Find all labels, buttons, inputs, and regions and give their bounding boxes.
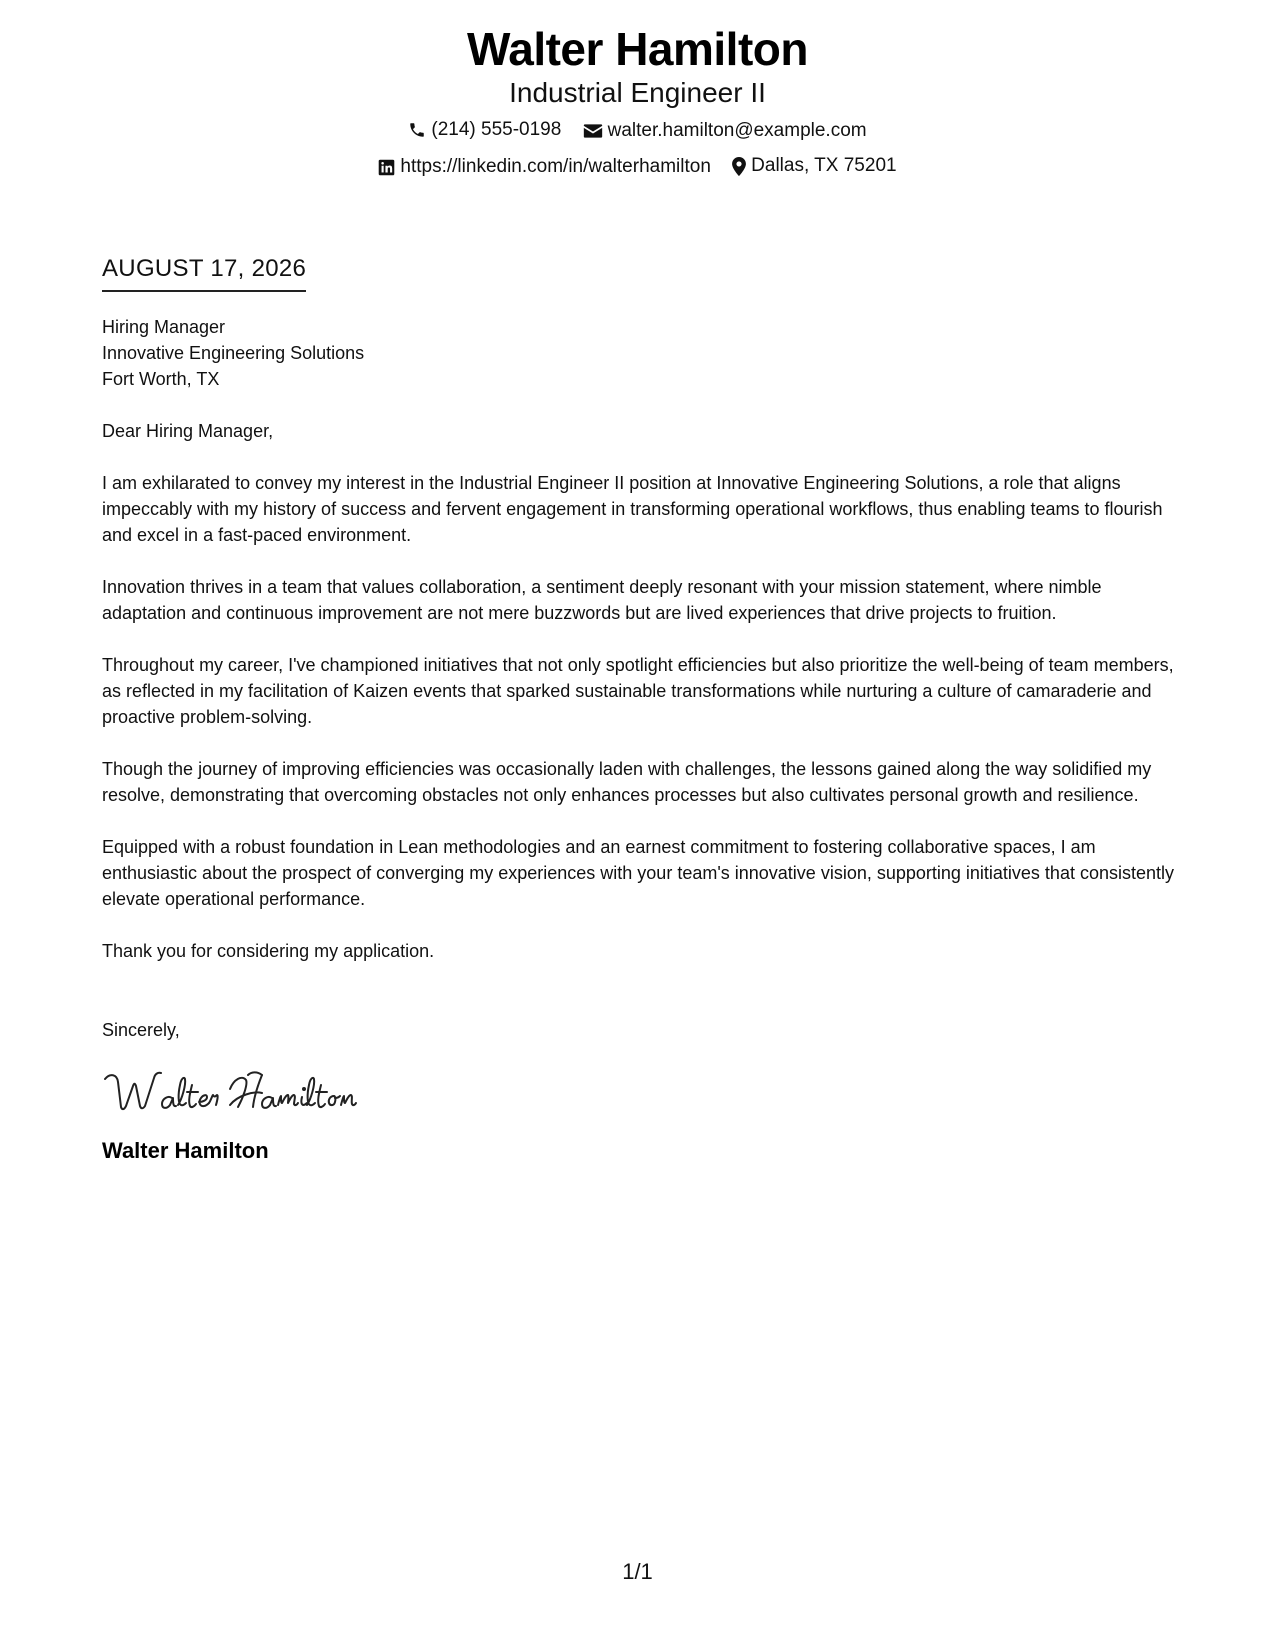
map-marker-icon (732, 157, 751, 176)
body-paragraph: Equipped with a robust foundation in Lean methodologies and an earnest commitment to fostering collaborative spaces, I am enthusiastic about the prospect of converging my experiences with your team's innovative vision, supporting initiatives that consistently elevate operational performance. (102, 837, 1175, 909)
email-address[interactable]: walter.hamilton@example.com (607, 120, 867, 141)
contact-email (583, 119, 867, 143)
recipient-title: Hiring Manager (102, 317, 226, 337)
applicant-name: Walter Hamilton (467, 23, 808, 75)
applicant-job-title: Industrial Engineer II (509, 77, 766, 108)
signer-name: Walter Hamilton (102, 1138, 269, 1163)
page-number: 1/1 (622, 1559, 653, 1584)
contact-linkedin (378, 155, 710, 179)
salutation: Dear Hiring Manager, (102, 421, 274, 441)
phone-icon (408, 121, 431, 139)
envelope-icon (583, 123, 608, 139)
recipient-block (102, 314, 1177, 392)
sign-off: Sincerely, (102, 1020, 180, 1040)
phone-number[interactable]: (214) 555-0198 (431, 119, 562, 140)
location-text: Dallas, TX 75201 (751, 155, 897, 176)
letter-date: AUGUST 17, 2026 (102, 254, 306, 292)
body-paragraph: Though the journey of improving efficiencies was occasionally laden with challenges, the lessons gained along the way solidified my resolve, demonstrating that overcoming obstacles not only enhances processes but also cultivates personal growth and resilience. (102, 759, 1152, 805)
body-paragraph: I am exhilarated to convey my interest in the Industrial Engineer II position at Innovative Engineering Solutions, a role that aligns impeccably with my history of success and fervent engagement in transforming operational workflows, thus enabling teams to flourish and excel in a fast-paced environment. (102, 473, 1163, 545)
contact-phone (408, 118, 561, 142)
closing-line: Thank you for considering my application. (102, 941, 435, 961)
recipient-company: Innovative Engineering Solutions (102, 343, 365, 363)
contact-location (732, 154, 896, 178)
recipient-location: Fort Worth, TX (102, 369, 220, 389)
contact-row-secondary (0, 154, 1275, 183)
contact-row-primary (0, 118, 1275, 146)
letter-header (0, 22, 1275, 183)
body-paragraph: Innovation thrives in a team that values collaboration, a sentiment deeply resonant with your mission statement, where nimble adaptation and continuous improvement are not mere buzzwords but are lived experiences that drive projects to fruition. (102, 577, 1102, 623)
linkedin-url[interactable]: https://linkedin.com/in/walterhamilton (400, 156, 711, 177)
body-paragraph: Throughout my career, I've championed initiatives that not only spotlight efficiencies but also prioritize the well-being of team members, as reflected in my facilitation of Kaizen events that sparked sustainable transformations while nurturing a culture of camaraderie and proactive problem-solving. (102, 655, 1174, 727)
letter-body (102, 254, 1177, 1165)
handwritten-signature (102, 1065, 1177, 1121)
linkedin-icon (378, 159, 400, 176)
